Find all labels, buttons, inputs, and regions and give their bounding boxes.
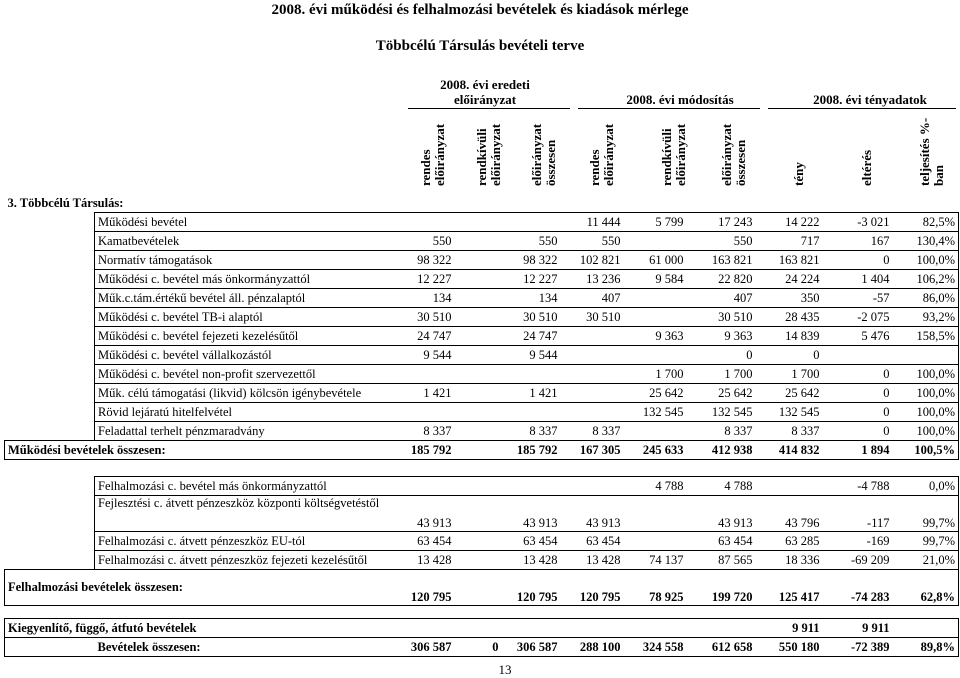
value-cell: 63 454: [561, 532, 624, 551]
value-cell: 306 587: [400, 638, 455, 657]
value-cell: 550: [561, 232, 624, 251]
value-cell: 30 510: [502, 308, 561, 327]
revenue-table-body: [5, 194, 959, 657]
value-cell: 13 428: [400, 551, 455, 570]
group-underline-modification: [578, 108, 760, 109]
row-label: Működési c. bevétel fejezeti kezelésűtől: [95, 327, 400, 346]
revenue-row: [5, 251, 959, 270]
row-label: Műk. célú támogatási (likvid) kölcsön igénybevétele: [95, 384, 400, 403]
col-header-rendes-1: rendes előirányzat: [418, 123, 447, 186]
value-cell: 125 417: [756, 570, 823, 606]
value-cell: 132 545: [624, 403, 687, 422]
value-cell: 9 911: [756, 619, 823, 638]
value-cell: 100,5%: [893, 441, 959, 460]
value-cell: [400, 477, 455, 496]
value-cell: 120 795: [400, 570, 455, 606]
value-cell: 100,0%: [893, 365, 959, 384]
value-cell: 25 642: [756, 384, 823, 403]
value-cell: 0: [756, 346, 823, 365]
value-cell: [455, 551, 502, 570]
value-cell: 93,2%: [893, 308, 959, 327]
col-header-rendkivuli-1: rendkívüli előirányzat: [474, 123, 503, 186]
value-cell: 11 444: [561, 213, 624, 232]
revenue-row: [5, 232, 959, 251]
revenue-row: [5, 327, 959, 346]
value-cell: 106,2%: [893, 270, 959, 289]
value-cell: 13 236: [561, 270, 624, 289]
value-cell: 98 322: [400, 251, 455, 270]
value-cell: 132 545: [687, 403, 756, 422]
value-cell: 43 913: [561, 496, 624, 532]
value-cell: 412 938: [687, 441, 756, 460]
value-cell: [687, 619, 756, 638]
indent-cell: [5, 346, 95, 365]
value-cell: [502, 213, 561, 232]
value-cell: 407: [561, 289, 624, 308]
value-cell: 288 100: [561, 638, 624, 657]
row-label: Feladattal terhelt pénzmaradvány: [95, 422, 400, 441]
value-cell: [624, 532, 687, 551]
value-cell: 78 925: [624, 570, 687, 606]
value-cell: 30 510: [561, 308, 624, 327]
value-cell: 9 911: [823, 619, 893, 638]
value-cell: 185 792: [400, 441, 455, 460]
value-cell: 25 642: [624, 384, 687, 403]
value-cell: 63 285: [756, 532, 823, 551]
revenue-row: [5, 346, 959, 365]
value-cell: 0: [823, 422, 893, 441]
value-cell: 99,7%: [893, 532, 959, 551]
section-header-row: [5, 194, 959, 213]
value-cell: 8 337: [687, 422, 756, 441]
value-cell: [561, 403, 624, 422]
value-cell: 100,0%: [893, 403, 959, 422]
value-cell: [455, 570, 502, 606]
value-cell: [455, 289, 502, 308]
row-label: Műk.c.tám.értékű bevétel áll. pénzalaptól: [95, 289, 400, 308]
value-cell: 13 428: [561, 551, 624, 570]
value-cell: [455, 327, 502, 346]
revenue-row: [5, 270, 959, 289]
group-header-original: 2008. évi eredeti előirányzat: [440, 77, 530, 107]
value-cell: -3 021: [823, 213, 893, 232]
value-cell: 407: [687, 289, 756, 308]
value-cell: 4 788: [624, 477, 687, 496]
value-cell: 24 747: [502, 327, 561, 346]
document-subtitle: Többcélú Társulás bevételi terve: [375, 38, 585, 54]
value-cell: [455, 403, 502, 422]
value-cell: 63 454: [400, 532, 455, 551]
value-cell: 199 720: [687, 570, 756, 606]
value-cell: 4 788: [687, 477, 756, 496]
value-cell: 0: [823, 403, 893, 422]
value-cell: [624, 308, 687, 327]
value-cell: 25 642: [687, 384, 756, 403]
group-header-actual: 2008. évi tényadatok: [813, 92, 927, 107]
value-cell: 9 584: [624, 270, 687, 289]
section-title: 3. Többcélú Társulás:: [7, 195, 124, 210]
group-header-modification: 2008. évi módosítás: [626, 92, 734, 107]
value-cell: [455, 384, 502, 403]
value-cell: 8 337: [400, 422, 455, 441]
row-label: Felhalmozási c. átvett pénzeszköz EU-tól: [95, 532, 400, 551]
revenue-row: [5, 365, 959, 384]
revenue-table: [4, 194, 959, 657]
value-cell: 120 795: [502, 570, 561, 606]
value-cell: 1 894: [823, 441, 893, 460]
row-kiegyenlito: [5, 619, 959, 638]
value-cell: -117: [823, 496, 893, 532]
col-header-osszesen-2: előirányzat összesen: [719, 123, 748, 186]
value-cell: [893, 346, 959, 365]
value-cell: 17 243: [687, 213, 756, 232]
value-cell: [455, 477, 502, 496]
col-header-elteres: eltérés: [859, 149, 874, 186]
value-cell: 9 363: [687, 327, 756, 346]
value-cell: 612 658: [687, 638, 756, 657]
value-cell: 14 839: [756, 327, 823, 346]
value-cell: [400, 365, 455, 384]
value-cell: 87 565: [687, 551, 756, 570]
value-cell: 132 545: [756, 403, 823, 422]
value-cell: 100,0%: [893, 251, 959, 270]
revenue-row: [5, 477, 959, 496]
indent-cell: [5, 232, 95, 251]
value-cell: [624, 422, 687, 441]
revenue-row: [5, 551, 959, 570]
value-cell: 74 137: [624, 551, 687, 570]
value-cell: [400, 403, 455, 422]
indent-cell: [5, 532, 95, 551]
value-cell: [624, 496, 687, 532]
value-cell: 185 792: [502, 441, 561, 460]
value-cell: 134: [400, 289, 455, 308]
indent-cell: [5, 551, 95, 570]
value-cell: 0: [687, 346, 756, 365]
value-cell: 43 913: [502, 496, 561, 532]
value-cell: 167: [823, 232, 893, 251]
value-cell: 0: [823, 365, 893, 384]
value-cell: [561, 619, 624, 638]
value-cell: 14 222: [756, 213, 823, 232]
value-cell: 89,8%: [893, 638, 959, 657]
row-label: Kamatbevételek: [95, 232, 400, 251]
value-cell: [455, 532, 502, 551]
value-cell: 550: [687, 232, 756, 251]
indent-cell: [5, 496, 95, 532]
value-cell: 100,0%: [893, 384, 959, 403]
value-cell: [823, 346, 893, 365]
value-cell: 24 224: [756, 270, 823, 289]
revenue-row: [5, 403, 959, 422]
value-cell: [400, 619, 455, 638]
value-cell: 158,5%: [893, 327, 959, 346]
value-cell: 414 832: [756, 441, 823, 460]
value-cell: 12 227: [502, 270, 561, 289]
value-cell: [624, 232, 687, 251]
value-cell: [502, 403, 561, 422]
value-cell: 61 000: [624, 251, 687, 270]
value-cell: 82,5%: [893, 213, 959, 232]
subtotal-row-felhalmozasi: [5, 570, 959, 606]
value-cell: -2 075: [823, 308, 893, 327]
value-cell: [455, 619, 502, 638]
value-cell: 43 796: [756, 496, 823, 532]
value-cell: -74 283: [823, 570, 893, 606]
value-cell: [400, 213, 455, 232]
value-cell: [756, 477, 823, 496]
value-cell: 43 913: [400, 496, 455, 532]
col-header-teny: tény: [791, 162, 806, 186]
col-header-rendkivuli-2: rendkívüli előirányzat: [659, 123, 688, 186]
value-cell: [455, 270, 502, 289]
row-label: Fejlesztési c. átvett pénzeszköz központi költségvetéstől: [95, 496, 400, 532]
value-cell: 245 633: [624, 441, 687, 460]
value-cell: 12 227: [400, 270, 455, 289]
indent-cell: [5, 422, 95, 441]
value-cell: 1 404: [823, 270, 893, 289]
value-cell: 163 821: [687, 251, 756, 270]
value-cell: 98 322: [502, 251, 561, 270]
value-cell: [561, 477, 624, 496]
revenue-row: [5, 422, 959, 441]
indent-cell: [5, 403, 95, 422]
value-cell: -72 389: [823, 638, 893, 657]
value-cell: 22 820: [687, 270, 756, 289]
value-cell: 717: [756, 232, 823, 251]
value-cell: -69 209: [823, 551, 893, 570]
revenue-row: [5, 308, 959, 327]
value-cell: [624, 289, 687, 308]
value-cell: -4 788: [823, 477, 893, 496]
row-label: Működési c. bevétel non-profit szervezettől: [95, 365, 400, 384]
value-cell: [455, 213, 502, 232]
row-label: Felhalmozási c. bevétel más önkormányzattól: [95, 477, 400, 496]
col-header-osszesen-1: előirányzat összesen: [529, 123, 558, 186]
value-cell: 167 305: [561, 441, 624, 460]
value-cell: [624, 619, 687, 638]
value-cell: [561, 384, 624, 403]
value-cell: [561, 327, 624, 346]
value-cell: 324 558: [624, 638, 687, 657]
value-cell: 1 700: [756, 365, 823, 384]
value-cell: 86,0%: [893, 289, 959, 308]
row-label: Működési c. bevétel TB-i alaptól: [95, 308, 400, 327]
value-cell: 28 435: [756, 308, 823, 327]
group-underline-original: [408, 108, 570, 109]
document-title: 2008. évi működési és felhalmozási bevételek és kiadások mérlege: [271, 2, 689, 18]
indent-cell: [5, 308, 95, 327]
value-cell: 62,8%: [893, 570, 959, 606]
value-cell: 21,0%: [893, 551, 959, 570]
value-cell: 130,4%: [893, 232, 959, 251]
value-cell: 306 587: [502, 638, 561, 657]
value-cell: 1 421: [400, 384, 455, 403]
spacer-row: [5, 606, 959, 619]
value-cell: 120 795: [561, 570, 624, 606]
value-cell: 9 544: [400, 346, 455, 365]
value-cell: 8 337: [502, 422, 561, 441]
spacer-row: [5, 460, 959, 477]
value-cell: [455, 346, 502, 365]
value-cell: 5 476: [823, 327, 893, 346]
value-cell: [455, 232, 502, 251]
value-cell: [561, 346, 624, 365]
value-cell: [455, 365, 502, 384]
value-cell: [455, 422, 502, 441]
col-header-rendes-2: rendes előirányzat: [587, 123, 616, 186]
value-cell: 163 821: [756, 251, 823, 270]
revenue-row: [5, 213, 959, 232]
grand-total-row: [5, 638, 959, 657]
value-cell: [502, 365, 561, 384]
indent-cell: [5, 365, 95, 384]
revenue-row: [5, 384, 959, 403]
value-cell: 8 337: [756, 422, 823, 441]
value-cell: 102 821: [561, 251, 624, 270]
value-cell: 550 180: [756, 638, 823, 657]
page-number: 13: [498, 662, 512, 677]
value-cell: 134: [502, 289, 561, 308]
row-label: Rövid lejáratú hitelfelvétel: [95, 403, 400, 422]
revenue-row: [5, 532, 959, 551]
value-cell: 0,0%: [893, 477, 959, 496]
value-cell: 63 454: [502, 532, 561, 551]
row-label: Felhalmozási bevételek összesen:: [5, 570, 400, 606]
value-cell: 550: [502, 232, 561, 251]
indent-cell: [5, 289, 95, 308]
row-label: Működési bevétel: [95, 213, 400, 232]
value-cell: -169: [823, 532, 893, 551]
value-cell: [455, 251, 502, 270]
value-cell: 0: [823, 251, 893, 270]
row-label: Működési c. bevétel más önkormányzattól: [95, 270, 400, 289]
value-cell: [455, 496, 502, 532]
value-cell: [455, 308, 502, 327]
revenue-row: [5, 496, 959, 532]
row-label: Működési c. bevétel vállalkozástól: [95, 346, 400, 365]
value-cell: 30 510: [400, 308, 455, 327]
row-label: Normatív támogatások: [95, 251, 400, 270]
indent-cell: [5, 477, 95, 496]
value-cell: 30 510: [687, 308, 756, 327]
value-cell: 1 700: [624, 365, 687, 384]
row-label: Felhalmozási c. átvett pénzeszköz fejezeti kezelésűtől: [95, 551, 400, 570]
value-cell: [561, 365, 624, 384]
value-cell: [502, 619, 561, 638]
value-cell: 1 700: [687, 365, 756, 384]
row-label: Kiegyenlítő, függő, átfutó bevételek: [5, 619, 400, 638]
indent-cell: [5, 270, 95, 289]
value-cell: 24 747: [400, 327, 455, 346]
value-cell: [893, 619, 959, 638]
value-cell: 13 428: [502, 551, 561, 570]
value-cell: 1 421: [502, 384, 561, 403]
value-cell: 99,7%: [893, 496, 959, 532]
value-cell: 0: [455, 638, 502, 657]
value-cell: 5 799: [624, 213, 687, 232]
value-cell: 9 363: [624, 327, 687, 346]
value-cell: 43 913: [687, 496, 756, 532]
value-cell: 550: [400, 232, 455, 251]
value-cell: 18 336: [756, 551, 823, 570]
revenue-row: [5, 289, 959, 308]
value-cell: 8 337: [561, 422, 624, 441]
value-cell: [455, 441, 502, 460]
subtotal-row-mukodesi: [5, 441, 959, 460]
indent-cell: [5, 638, 95, 657]
value-cell: 63 454: [687, 532, 756, 551]
value-cell: 100,0%: [893, 422, 959, 441]
value-cell: 350: [756, 289, 823, 308]
value-cell: 0: [823, 384, 893, 403]
indent-cell: [5, 327, 95, 346]
value-cell: 9 544: [502, 346, 561, 365]
indent-cell: [5, 384, 95, 403]
value-cell: [502, 477, 561, 496]
row-label: Működési bevételek összesen:: [5, 441, 400, 460]
value-cell: -57: [823, 289, 893, 308]
value-cell: [624, 346, 687, 365]
indent-cell: [5, 251, 95, 270]
col-header-teljesites: teljesítés %-ban: [917, 117, 946, 186]
row-label: Bevételek összesen:: [95, 638, 400, 657]
indent-cell: [5, 213, 95, 232]
